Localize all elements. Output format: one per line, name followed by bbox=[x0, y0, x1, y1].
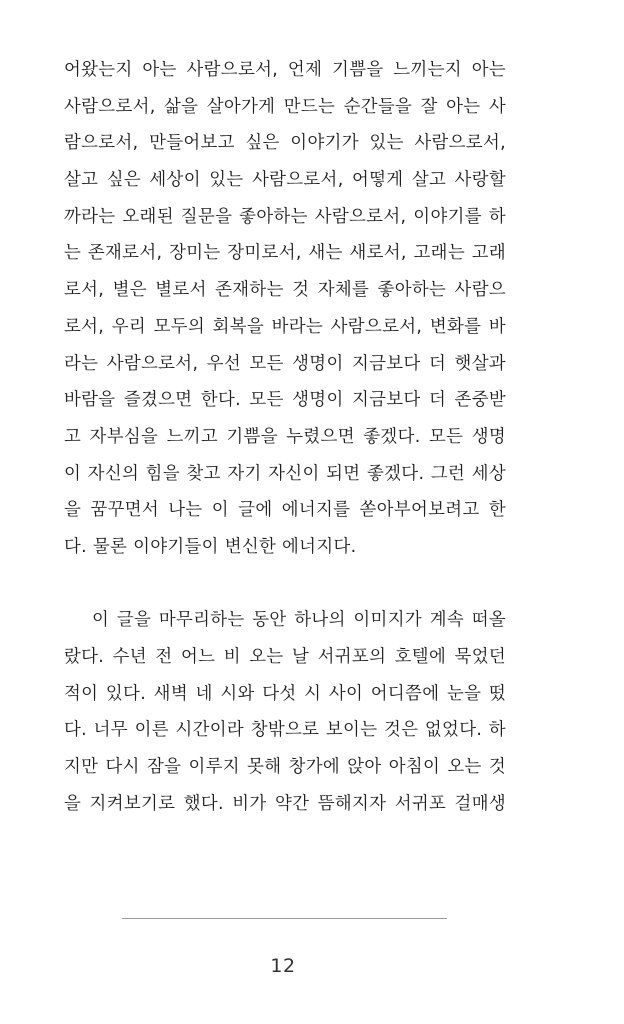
text-line: 다. 물론 이야기들이 변신한 에너지다. bbox=[64, 536, 357, 557]
text-line: 어왔는지 아는 사람으로서, 언제 기쁨을 느끼는지 아는 bbox=[64, 60, 506, 80]
text-line: 을 지켜보기로 했다. 비가 약간 뜸해지자 서귀포 걸매생 bbox=[64, 793, 506, 814]
text-line: 까라는 오래된 질문을 좋아하는 사람으로서, 이야기를 하 bbox=[64, 206, 506, 227]
text-line: 지만 다시 잠을 이루지 못해 창가에 앉아 아침이 오는 것 bbox=[64, 757, 506, 778]
footer-divider bbox=[122, 918, 447, 919]
text-line: 로서, 우리 모두의 회복을 바라는 사람으로서, 변화를 바 bbox=[64, 316, 506, 337]
text-line: 로서, 별은 별로서 존재하는 것 자체를 좋아하는 사람으 bbox=[64, 280, 506, 301]
text-line: 바람을 즐겼으면 한다. 모든 생명이 지금보다 더 존중받 bbox=[64, 390, 506, 411]
text-line: 사람으로서, 삶을 살아가게 만드는 순간들을 잘 아는 사 bbox=[64, 96, 506, 117]
text-line: 랐다. 수년 전 어느 비 오는 날 서귀포의 호텔에 묵었던 bbox=[64, 647, 506, 667]
text-line: 라는 사람으로서, 우선 모든 생명이 지금보다 더 햇살과 bbox=[64, 353, 506, 374]
paragraph-gap bbox=[64, 566, 506, 603]
text-line: 는 존재로서, 장미는 장미로서, 새는 새로서, 고래는 고래 bbox=[64, 243, 506, 264]
text-line: 을 꿈꾸면서 나는 이 글에 에너지를 쏟아부어보려고 한 bbox=[64, 500, 506, 521]
text-line: 살고 싶은 세상이 있는 사람으로서, 어떻게 살고 사랑할 bbox=[64, 170, 506, 191]
text-line: 람으로서, 만들어보고 싶은 이야기가 있는 사람으로서, bbox=[64, 133, 506, 154]
text-line: 적이 있다. 새벽 네 시와 다섯 시 사이 어디쯤에 눈을 떴 bbox=[64, 683, 506, 704]
text-line: 이 자신의 힘을 찾고 자기 자신이 되면 좋겠다. 그런 세상 bbox=[64, 463, 506, 484]
text-line: 고 자부심을 느끼고 기쁨을 누렸으면 좋겠다. 모든 생명 bbox=[64, 426, 506, 447]
page-number: 12 bbox=[270, 955, 296, 977]
body-text bbox=[64, 52, 506, 822]
text-line: 다. 너무 이른 시간이라 창밖으로 보이는 것은 없었다. 하 bbox=[64, 720, 506, 741]
text-line: 이 글을 마무리하는 동안 하나의 이미지가 계속 떠올 bbox=[92, 610, 506, 631]
